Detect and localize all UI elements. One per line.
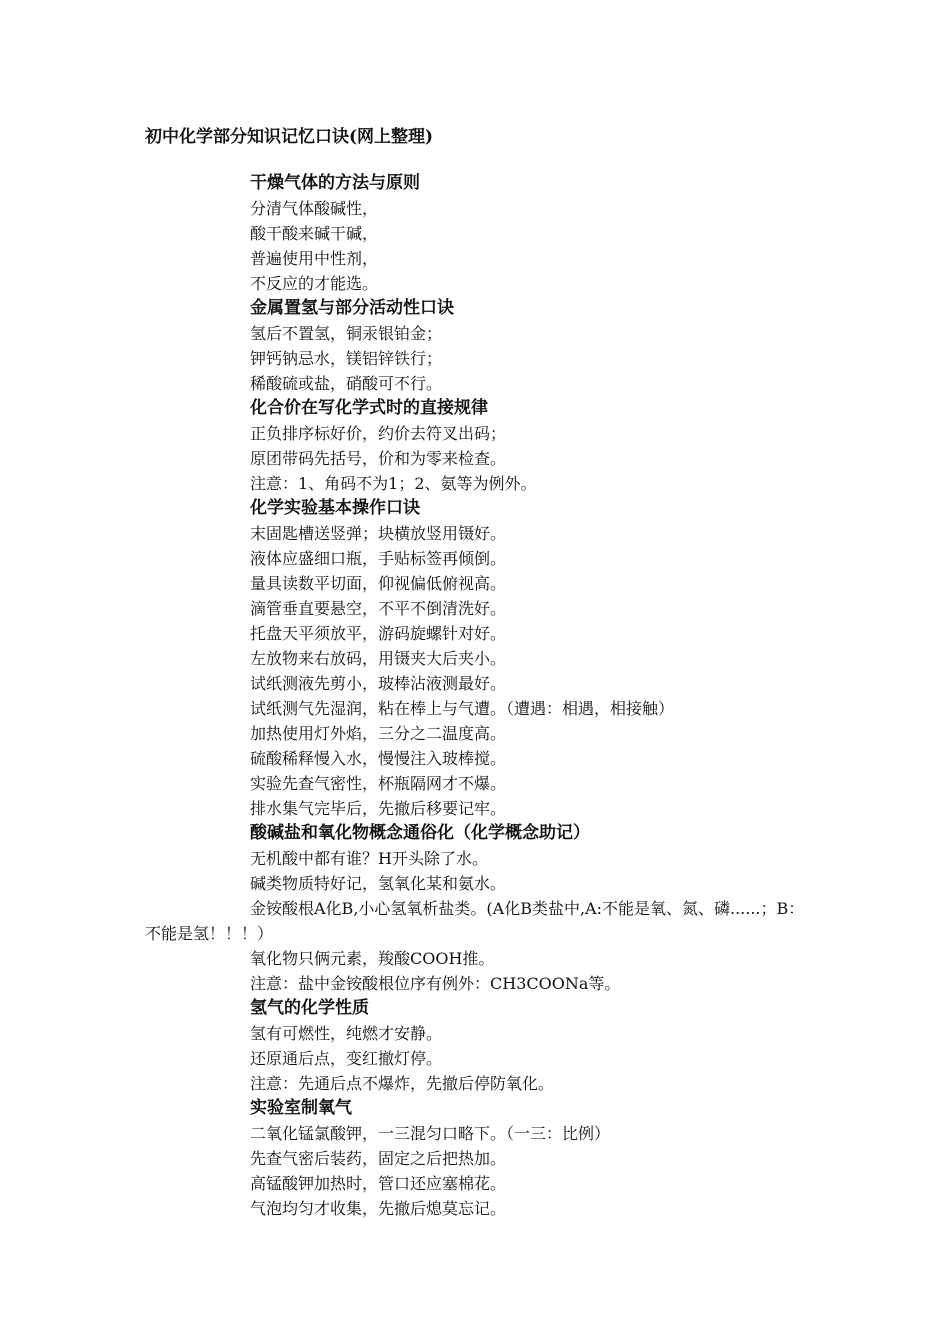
section-metal-activity — [145, 296, 817, 396]
text-line: 分清气体酸碱性， — [250, 199, 379, 218]
section-acid-base-salt-concepts — [145, 821, 817, 996]
section-heading: 氢气的化学性质 — [250, 998, 369, 1018]
document-title: 初中化学部分知识记忆口诀(网上整理) — [145, 127, 434, 147]
text-line: 左放物来右放码，用镊夹大后夹小。 — [250, 649, 507, 668]
text-line-wrapped: 金铵酸根A化B,小心氢氧析盐类。(A化B类盐中,A:不能是氧、氮、磷......；B：不能是氢！！！） — [145, 899, 805, 943]
section-valence-rules — [145, 396, 817, 496]
text-line: 先查气密后装药，固定之后把热加。 — [250, 1149, 507, 1168]
text-line: 实验先查气密性，杯瓶隔网才不爆。 — [250, 774, 507, 793]
text-line: 氢有可燃性，纯燃才安静。 — [250, 1024, 443, 1043]
text-line: 二氧化锰氯酸钾，一三混匀口略下。（一三：比例） — [250, 1124, 611, 1143]
text-line: 排水集气完毕后，先撤后移要记牢。 — [250, 799, 507, 818]
text-line: 托盘天平须放平，游码旋螺针对好。 — [250, 624, 507, 643]
section-hydrogen-properties — [145, 996, 817, 1096]
document-body — [145, 171, 817, 1221]
text-line: 注意：盐中金铵酸根位序有例外：CH3COONa等。 — [250, 974, 621, 993]
text-line: 酸干酸来碱干碱， — [250, 224, 379, 243]
section-heading: 酸碱盐和氧化物概念通俗化（化学概念助记） — [250, 823, 590, 843]
section-lab-oxygen — [145, 1096, 817, 1221]
text-line: 碱类物质特好记，氢氧化某和氨水。 — [250, 874, 507, 893]
text-line: 还原通后点，变红撤灯停。 — [250, 1049, 443, 1068]
text-line: 正负排序标好价，约价去符叉出码； — [250, 424, 507, 443]
text-line: 原团带码先括号，价和为零来检查。 — [250, 449, 507, 468]
text-line: 高锰酸钾加热时，管口还应塞棉花。 — [250, 1174, 507, 1193]
text-line: 滴管垂直要悬空，不平不倒清洗好。 — [250, 599, 507, 618]
text-line: 注意：先通后点不爆炸，先撤后停防氧化。 — [250, 1074, 555, 1093]
text-line: 末固匙槽送竖弹；块横放竖用镊好。 — [250, 524, 507, 543]
text-line: 注意：1、角码不为1；2、氨等为例外。 — [250, 474, 537, 493]
section-heading: 实验室制氧气 — [250, 1098, 352, 1118]
text-line: 不反应的才能选。 — [250, 274, 379, 293]
text-line: 量具读数平切面，仰视偏低俯视高。 — [250, 574, 507, 593]
text-line: 加热使用灯外焰，三分之二温度高。 — [250, 724, 507, 743]
section-lab-operations — [145, 496, 817, 821]
section-heading: 干燥气体的方法与原则 — [250, 173, 420, 193]
text-line: 气泡均匀才收集，先撤后熄莫忘记。 — [250, 1199, 507, 1218]
section-heading: 金属置氢与部分活动性口诀 — [250, 298, 454, 318]
section-heading: 化合价在写化学式时的直接规律 — [250, 398, 488, 418]
text-line: 无机酸中都有谁？H开头除了水。 — [250, 849, 488, 868]
text-line: 钾钙钠忌水，镁铝锌铁行； — [250, 349, 443, 368]
text-line: 试纸测气先湿润，粘在棒上与气遭。（遭遇：相遇，相接触） — [250, 699, 675, 718]
text-line: 普遍使用中性剂， — [250, 249, 379, 268]
section-heading: 化学实验基本操作口诀 — [250, 498, 420, 518]
text-line: 硫酸稀释慢入水，慢慢注入玻棒搅。 — [250, 749, 507, 768]
text-line: 氢后不置氢，铜汞银铂金； — [250, 324, 443, 343]
text-line: 试纸测液先剪小，玻棒沾液测最好。 — [250, 674, 507, 693]
text-line: 液体应盛细口瓶，手贴标签再倾倒。 — [250, 549, 507, 568]
text-line: 氧化物只俩元素，羧酸COOH推。 — [250, 949, 495, 968]
text-line: 稀酸硫或盐，硝酸可不行。 — [250, 374, 443, 393]
section-drying-gases — [145, 171, 817, 296]
